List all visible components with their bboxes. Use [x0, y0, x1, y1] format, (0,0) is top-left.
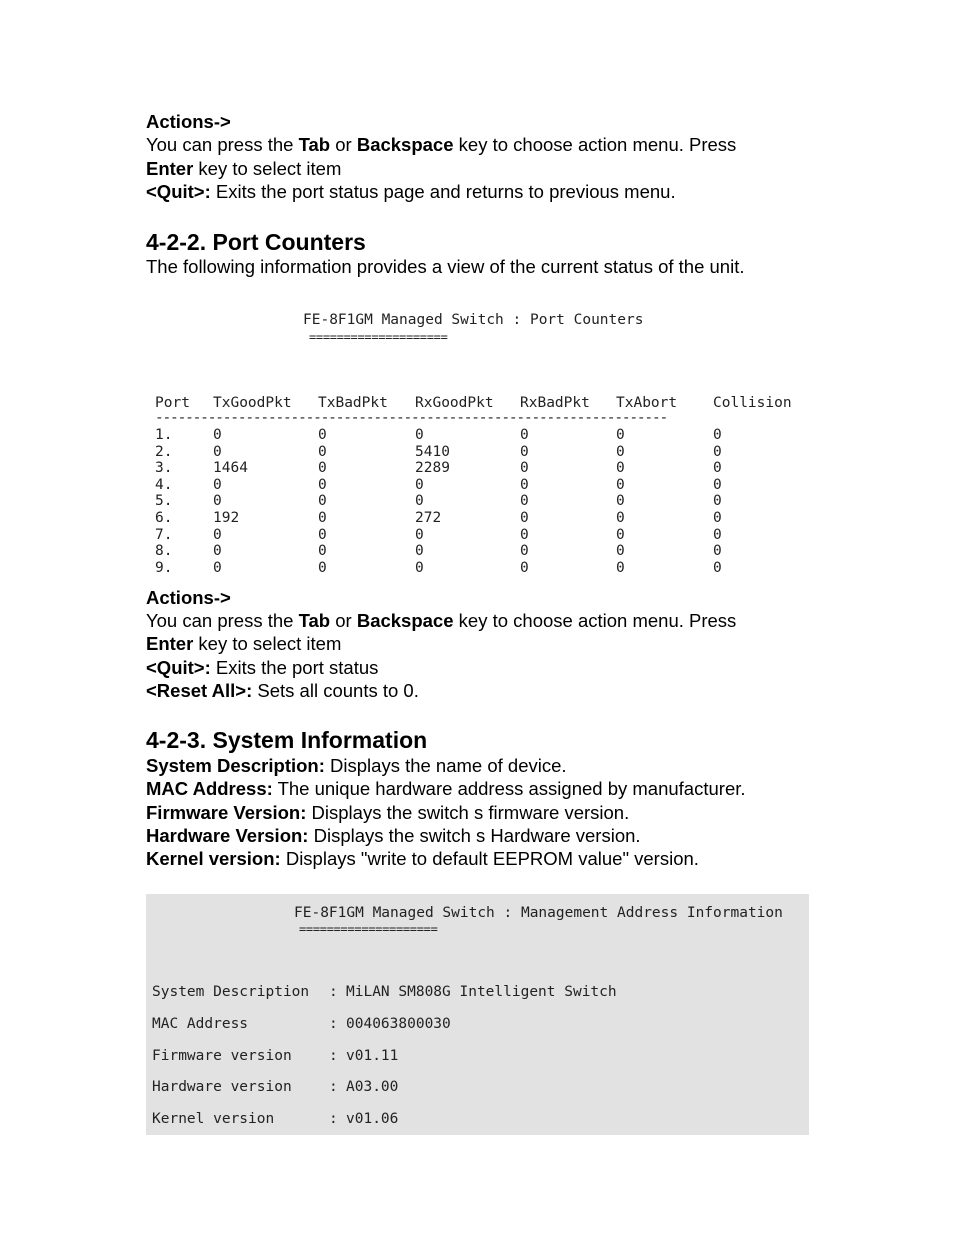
column-header: RxGoodPkt	[415, 395, 494, 411]
column-header: TxBadPkt	[318, 395, 388, 411]
reset-all-description: <Reset All>: Sets all counts to 0.	[146, 680, 419, 701]
counter-cell: 0	[318, 543, 327, 560]
counter-cell: 272	[415, 510, 442, 526]
system-field-label: Kernel version	[152, 1111, 275, 1128]
port-number-cell: 7.	[155, 526, 173, 543]
port-number-cell: 6.	[155, 510, 173, 526]
port-counters-separator: --------------------------------------------------------------------	[155, 410, 668, 426]
counter-cell: 0	[318, 526, 327, 543]
system-field-value: v01.11	[346, 1047, 399, 1064]
counter-cell: 0	[616, 460, 625, 477]
counter-cell: 5410	[415, 443, 450, 460]
counter-cell: 0	[213, 493, 222, 510]
port-number-cell: 4.	[155, 476, 173, 493]
sysinfo-item-system-description: System Description: Displays the name of device.	[146, 755, 567, 776]
counter-cell: 0	[213, 526, 222, 543]
counter-cell: 1464	[213, 460, 248, 477]
counter-cell: 0	[213, 443, 222, 460]
system-field-label: MAC Address	[152, 1015, 249, 1032]
counter-cell: 0	[415, 543, 424, 560]
counter-cell: 0	[318, 443, 327, 460]
system-field-value: 004063800030	[346, 1015, 451, 1032]
actions-label-2: Actions->	[146, 587, 231, 608]
column-header: Collision	[713, 395, 792, 411]
system-field-label: Hardware version	[152, 1079, 292, 1096]
counter-cell: 0	[415, 493, 424, 510]
port-counters-screen-underline: ====================	[309, 330, 448, 344]
quit-description: <Quit>: Exits the port status page and returns to previous menu.	[146, 181, 676, 202]
counter-cell: 0	[520, 476, 529, 493]
port-number-cell: 5.	[155, 493, 173, 510]
counter-cell: 0	[318, 493, 327, 510]
system-field-colon: :	[329, 984, 338, 1000]
actions-line2: Enter key to select item	[146, 158, 342, 179]
sysinfo-item-firmware-version: Firmware Version: Displays the switch s firmware version.	[146, 802, 630, 823]
counter-cell: 0	[520, 543, 529, 560]
counter-cell: 0	[616, 510, 625, 526]
counter-cell: 0	[213, 476, 222, 493]
system-info-screen-underline: ====================	[299, 922, 438, 936]
column-header: RxBadPkt	[520, 395, 590, 411]
column-header: Port	[155, 395, 190, 411]
counter-cell: 2289	[415, 460, 450, 477]
counter-cell: 0	[713, 460, 722, 477]
system-field-value: MiLAN SM808G Intelligent Switch	[346, 984, 617, 1000]
system-info-screen	[146, 894, 809, 1135]
counter-cell: 0	[616, 443, 625, 460]
port-number-cell: 3.	[155, 460, 173, 477]
system-field-value: v01.06	[346, 1111, 399, 1128]
port-number-cell: 2.	[155, 443, 173, 460]
system-field-colon: :	[329, 1015, 338, 1032]
counter-cell: 0	[616, 476, 625, 493]
sysinfo-item-hardware-version: Hardware Version: Displays the switch s Hardware version.	[146, 825, 641, 846]
port-counters-intro: The following information provides a view of the current status of the unit.	[146, 256, 745, 277]
port-number-cell: 1.	[155, 427, 173, 443]
counter-cell: 0	[616, 526, 625, 543]
counter-cell: 0	[520, 443, 529, 460]
counter-cell: 0	[520, 427, 529, 443]
counter-cell: 0	[213, 427, 222, 443]
actions-label: Actions->	[146, 111, 231, 132]
counter-cell: 0	[415, 427, 424, 443]
counter-cell: 0	[213, 543, 222, 560]
counter-cell: 0	[616, 493, 625, 510]
system-field-label: Firmware version	[152, 1047, 292, 1064]
counter-cell: 0	[713, 510, 722, 526]
counter-cell: 0	[318, 476, 327, 493]
counter-cell: 0	[713, 493, 722, 510]
counter-cell: 0	[318, 559, 327, 576]
counter-cell: 0	[520, 559, 529, 576]
counter-cell: 0	[318, 510, 327, 526]
actions-line1: You can press the Tab or Backspace key to choose action menu. Press	[146, 134, 737, 155]
port-counters-screen-title: FE-8F1GM Managed Switch : Port Counters	[303, 312, 644, 328]
counter-cell: 0	[520, 460, 529, 477]
counter-cell: 0	[520, 526, 529, 543]
counter-cell: 0	[318, 427, 327, 443]
counter-cell: 0	[616, 559, 625, 576]
counter-cell: 0	[520, 493, 529, 510]
counter-cell: 0	[415, 559, 424, 576]
counter-cell: 0	[213, 559, 222, 576]
column-header: TxAbort	[616, 395, 678, 411]
system-field-value: A03.00	[346, 1079, 399, 1096]
system-field-label: System Description	[152, 984, 310, 1000]
counter-cell: 0	[713, 443, 722, 460]
counter-cell: 0	[713, 427, 722, 443]
counter-cell: 0	[520, 510, 529, 526]
port-counters-heading: 4-2-2. Port Counters	[146, 229, 366, 255]
sysinfo-item-mac-address: MAC Address: The unique hardware address assigned by manufacturer.	[146, 778, 746, 799]
port-number-cell: 8.	[155, 543, 173, 560]
counter-cell: 0	[616, 543, 625, 560]
counter-cell: 192	[213, 510, 240, 526]
sysinfo-item-kernel-version: Kernel version: Displays "write to default EEPROM value" version.	[146, 848, 699, 869]
system-info-screen-title: FE-8F1GM Managed Switch : Management Address Information	[294, 905, 783, 921]
quit-description-2: <Quit>: Exits the port status	[146, 657, 379, 678]
counter-cell: 0	[616, 427, 625, 443]
port-number-cell: 9.	[155, 559, 173, 576]
system-field-colon: :	[329, 1111, 338, 1128]
column-header: TxGoodPkt	[213, 395, 292, 411]
counter-cell: 0	[318, 460, 327, 477]
system-field-colon: :	[329, 1079, 338, 1096]
counter-cell: 0	[415, 526, 424, 543]
counter-cell: 0	[415, 476, 424, 493]
counter-cell: 0	[713, 526, 722, 543]
counter-cell: 0	[713, 543, 722, 560]
actions-line2-2: Enter key to select item	[146, 633, 342, 654]
system-information-heading: 4-2-3. System Information	[146, 727, 428, 753]
actions-line1-2: You can press the Tab or Backspace key to choose action menu. Press	[146, 610, 737, 631]
system-field-colon: :	[329, 1047, 338, 1064]
counter-cell: 0	[713, 476, 722, 493]
counter-cell: 0	[713, 559, 722, 576]
